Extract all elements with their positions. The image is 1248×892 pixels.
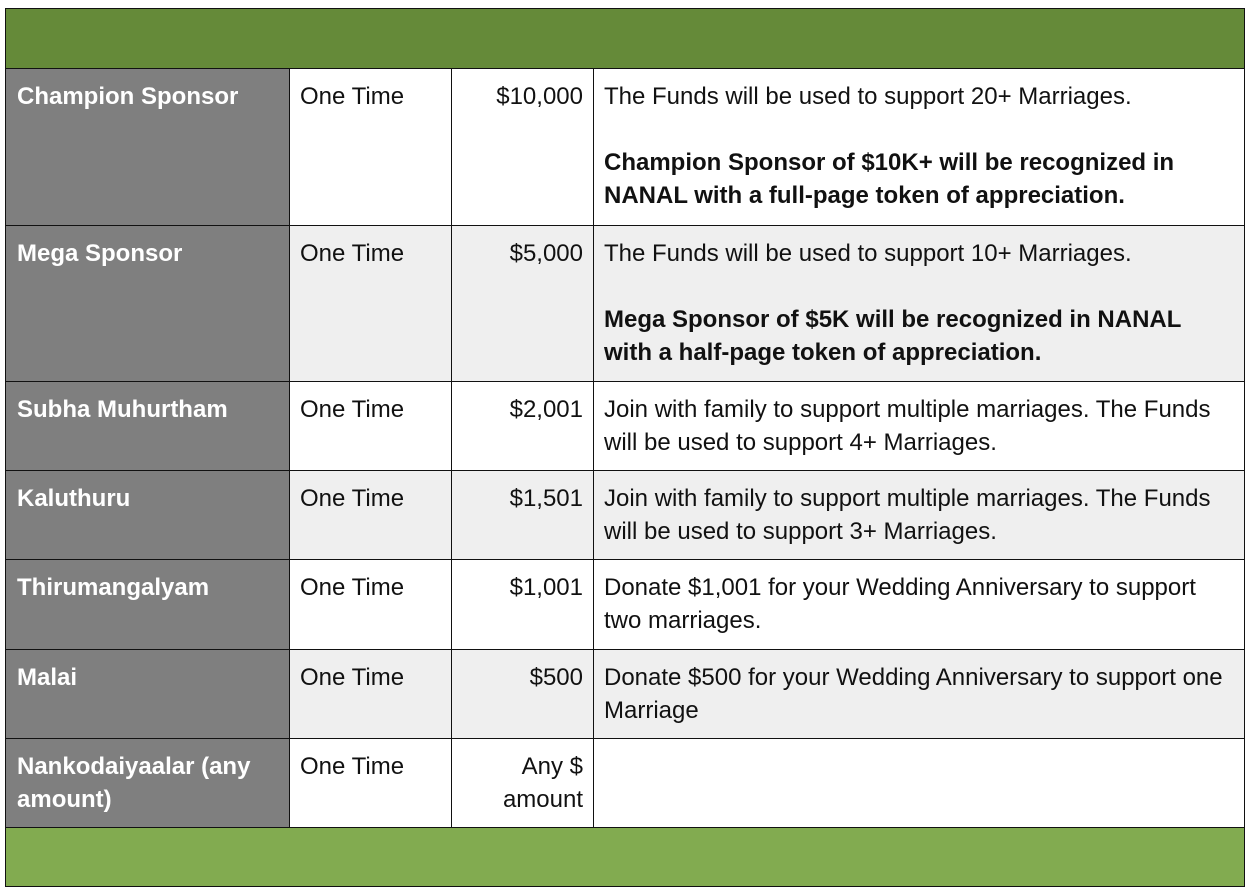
tier-frequency: One Time xyxy=(290,560,452,650)
sponsorship-table-container xyxy=(5,8,1244,887)
tier-amount: Any $ amount xyxy=(452,739,594,828)
tier-description: Join with family to support multiple marriages. The Funds will be used to support 4+ Marriages. xyxy=(604,396,1211,456)
sponsorship-table xyxy=(5,8,1245,887)
table-row xyxy=(6,650,1245,739)
tier-amount: $5,000 xyxy=(452,226,594,382)
tier-description: Donate $1,001 for your Wedding Anniversary to support two marriages. xyxy=(604,574,1196,634)
table-row xyxy=(6,560,1245,650)
table-row xyxy=(6,471,1245,560)
footer-bar xyxy=(6,828,1245,887)
tier-description-cell xyxy=(594,471,1245,560)
tier-name: Thirumangalyam xyxy=(6,560,290,650)
footer-cell xyxy=(6,828,1245,887)
tier-description-cell xyxy=(594,69,1245,226)
tier-description: Join with family to support multiple marriages. The Funds will be used to support 3+ Marriages. xyxy=(604,485,1211,545)
tier-amount: $500 xyxy=(452,650,594,739)
tier-name: Mega Sponsor xyxy=(6,226,290,382)
tier-name: Nankodaiyaalar (any amount) xyxy=(6,739,290,828)
tier-description: The Funds will be used to support 20+ Marriages. xyxy=(604,83,1132,110)
tier-frequency: One Time xyxy=(290,382,452,471)
tier-recognition-note: Champion Sponsor of $10K+ will be recognized in NANAL with a full-page token of appreciation. xyxy=(604,149,1175,209)
tier-amount: $1,001 xyxy=(452,560,594,650)
tier-description-cell xyxy=(594,226,1245,382)
tier-amount: $1,501 xyxy=(452,471,594,560)
tier-frequency: One Time xyxy=(290,226,452,382)
tier-frequency: One Time xyxy=(290,471,452,560)
tier-description: The Funds will be used to support 10+ Marriages. xyxy=(604,240,1132,267)
table-row xyxy=(6,69,1245,226)
tier-name: Subha Muhurtham xyxy=(6,382,290,471)
table-row xyxy=(6,382,1245,471)
tier-frequency: One Time xyxy=(290,69,452,226)
tier-name: Kaluthuru xyxy=(6,471,290,560)
tier-description-cell xyxy=(594,382,1245,471)
tier-description-cell xyxy=(594,650,1245,739)
header-bar xyxy=(6,9,1245,69)
tier-amount: $2,001 xyxy=(452,382,594,471)
table-row xyxy=(6,739,1245,828)
tier-description-cell xyxy=(594,560,1245,650)
tier-description: Donate $500 for your Wedding Anniversary to support one Marriage xyxy=(604,664,1223,724)
header-cell xyxy=(6,9,1245,69)
tier-amount: $10,000 xyxy=(452,69,594,226)
table-row xyxy=(6,226,1245,382)
tier-name: Malai xyxy=(6,650,290,739)
tier-name: Champion Sponsor xyxy=(6,69,290,226)
tier-recognition-note: Mega Sponsor of $5K will be recognized in NANAL with a half-page token of appreciation. xyxy=(604,306,1181,366)
tier-frequency: One Time xyxy=(290,650,452,739)
tier-description-cell xyxy=(594,739,1245,828)
tier-frequency: One Time xyxy=(290,739,452,828)
